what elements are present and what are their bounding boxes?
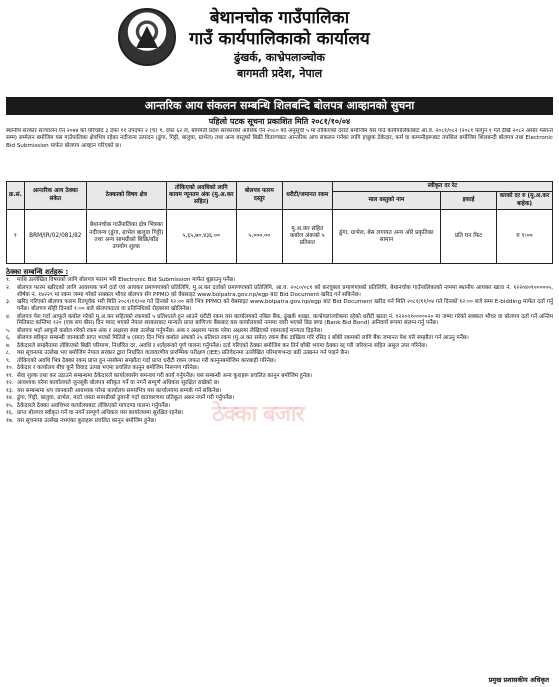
condition-number: १३. <box>6 387 14 394</box>
col-rate-group: स्वीकृत दर रेट <box>332 182 552 192</box>
header <box>6 4 553 96</box>
condition-text: खरिद गरिएको बोलपत्र फारम रितपूर्वक भरी मिति २०८१/११/०४ गते दिनको १२:०० बजे भित्र PPMO को वेबसाइट www.bolpatra.gov.np/egp बाट Bid Document खरिद गर्न मिति २०८१/११/०४ गते दिनको १२:०० बजे सम्म E-bidding मार्फत दर्ता गर्नु पर्नेछ। बोलपत्र सोही दिनको १:०० बजे बोलपत्रदाता वा प्रतिनिधिको रोहबरमा खोलिनेछ। <box>17 299 553 313</box>
signature-title: प्रमुख प्रशासकीय अधिकृत <box>488 676 549 684</box>
condition-item <box>6 299 553 313</box>
col-sn: क्र.सं. <box>7 182 25 210</box>
condition-text: बोलपत्र पेश गर्दा आफूले कबोल गरेको मु.अ.कर सहितको रकमको ५ प्रतिशतले हुन आउने धरौटी रकम यस कार्यालयको नबिल बैंक, ढुंखर्क शाखा, काभ्रेपलाञ्चोकमा रहेको धरौटी खाता नं. १२२०९१०००००२० मा जम्मा गरेको सक्कल भौचर वा बोलपत्र दर्ता गर्ने अन्तिम मितिबाट कम्तिमा १२० (एक सय बीस) दिन म्याद भएको नेपाल सरकारबाट मान्यता प्राप्त बाणिज्य बैंकबाट यस कार्यालयको नाममा जारी भएको बिड बण्ड (Bank Bid Bond) अनिवार्य रूपमा संलग्न गर्नु पर्नेछ। <box>17 313 553 327</box>
condition-number: ५. <box>6 327 11 334</box>
condition-text: यस सूचनामा उल्लेख भए बमोजिम नेपाल सरकार द्वारा निर्धारित वातावरणीय प्रारम्भिक परीक्षण (IEE) प्रतिवेदनमा उल्लेखित परिमाणभन्दा बढी उत्खनन गर्न पाइने छैन। <box>17 350 350 357</box>
col-form-fee: बोलपत्र फारम दस्तुर <box>236 182 282 210</box>
cell-code: BRM/IR/02/081/82 <box>24 210 86 264</box>
condition-text: बोलपत्र फारम खरिदको लागि आवश्यक फर्म दर्ता एवं आयकर प्रमाणपत्रको प्रतिलिपि, मु.अ.कर दर्ताको प्रमाणपत्रको प्रतिलिपि, आ.व. २०८०/०८१ को करचुक्ता प्रमाणपत्रको प्रतिलिपि, बेथानचोक गाउँपालिकाको नाममा स्थानीय आयकर खाता नं. १२२०४०१०००००५, शीर्षक नं. १४२२९ मा रकम जम्मा गरेको सक्कल भौचर बोलपत्र सँग PPMO को वेबसाइट www.bolpatra.gov.np/egp बाट Bid Document खरिद गर्न सकिनेछ। <box>17 284 553 298</box>
col-code: आन्तरिक आय ठेक्का संकेत <box>24 182 86 210</box>
condition-number: ७. <box>6 342 11 349</box>
condition-number: ३. <box>6 299 11 306</box>
col-item: माल वस्तुको नाम <box>332 192 440 210</box>
condition-item <box>6 388 553 395</box>
condition-text: प्राप्त बोलपत्र स्वीकृत गर्ने वा नगर्ने सम्पूर्ण अधिकार यस कार्यालयमा सुरक्षित रहनेछ। <box>17 410 184 417</box>
intro-paragraph: स्थानीय सरकार सञ्चालन ऐन २०७४ को परिच्छेद ३ दफा ११ उपदफा २ (च) १, दफा ६२ ल, बागमती प्रदेश सरकारको आर्थिक ऐन २०८० को अनुसूची ५ मा तोकिएको दररेट बमोजिम यस गाउँ कार्यपालिकाबाट आ.व. २०८१/०८२ (२०८१ फागुन १ गते देखि २०८२ असार मसान्त सम्म) सम्मेलन बमोजिम यस गाउँपालिका क्षेत्रभित्र रहेका नदीजन्य उत्पादन (ढुंगा, गिट्टी, बालुवा, ग्राभेल) तथा अन्य वस्तुको बिक्री वितरणबाट आन्तरिक आय संकलन गर्नका लागि इच्छुक ठेकेदार, फर्म वा कम्पनीहरूबाट तपसिल बमोजिम शिलबन्दी बोलपत्र तथा Electronic Bid Submission मार्फत बोलपत्र आव्हान गरिएको छ। <box>6 128 553 149</box>
condition-item <box>6 343 553 350</box>
tender-table <box>6 181 553 264</box>
cell-deposit: मु.अ.कर सहित कबोल अंकको ५ प्रतिशत <box>282 210 332 264</box>
condition-number: १. <box>6 277 11 284</box>
condition-text: सेवा शुल्क तथा कर उठाउने सम्बन्धमा ठेकेदारले कार्यालयसँग समन्वय गरी कार्य गर्नुपर्नेछ। यस सम्बन्धी अन्य कुराहरू प्रचलित कानून बमोजिम हुनेछ। <box>17 372 313 379</box>
publication-date: पहिलो पटक सूचना प्रकाशित मिति २०८१/१०/०४ <box>208 117 351 126</box>
col-work: ठेक्काको विषय क्षेत्र <box>86 182 166 210</box>
condition-text: यस सम्बन्धमा थप जानकारी आवश्यक परेमा कार्यालय समयभित्र यस कार्यालयमा सम्पर्क गर्न सकिनेछ। <box>17 387 222 394</box>
col-tax: करको दर रु (मु.अ.कर बाहेक) <box>497 192 553 210</box>
condition-item <box>6 365 553 372</box>
condition-text: तोकिएको अवधि भित्र ठेक्का रकम प्राप्त हुन नसकेमा सम्झौता गर्दा प्राप्त धरौटी रकम जफत गरी कानूनबमोजिम कारबाही गरिनेछ। <box>17 357 276 364</box>
condition-number: ९. <box>6 357 11 364</box>
office-name: गाउँ कार्यपालिकाको कार्यालय <box>189 29 370 49</box>
condition-item <box>6 335 553 342</box>
condition-item <box>6 380 553 387</box>
cell-tax: रु ९।०० <box>497 210 553 264</box>
col-min-amount: तोकिएको अवधिको लागि कायम न्यूनतम अंक (मु.अ.कर सहित) <box>166 182 236 210</box>
cell-item: ढुंगा, ग्राभेल, बेस लगायत अन्य ओरे प्रकृतिका सामान <box>332 210 440 264</box>
condition-number: १७. <box>6 417 14 424</box>
office-address: ढुंखर्क, काभ्रेपलाञ्चोक <box>234 51 325 64</box>
watermark-logo: ठेक्का बजार <box>212 402 304 427</box>
cell-sn: १ <box>7 210 25 264</box>
cell-unit: प्रति घन फिट <box>441 210 497 264</box>
municipality-name: बेथानचोक गाउँपालिका <box>209 8 350 28</box>
condition-item <box>6 285 553 299</box>
condition-item <box>6 350 553 357</box>
col-deposit: धरौटी/जमानत रकम <box>282 182 332 210</box>
condition-item <box>6 328 553 335</box>
condition-text: माथि उल्लेखित विषयको लागि बोलपत्र फारम भरि Electronic Bid Submission मार्फत बुझाउनु पर्नेछ। <box>17 277 236 284</box>
condition-text: यस सूचनामा उल्लेख नभएका कुराहरू प्रचलित कानून बमोजिम हुनेछ। <box>17 417 157 424</box>
cell-work: बेथानचोक गाउँपालिका क्षेत्र भित्रका नदीजन्य (ढुंगा, ग्राभेल बालुवा गिट्टी) तथा अन्य सामग्रीको बिक्रि/बाँड उपयोग शुल्क <box>86 210 166 264</box>
condition-number: १५. <box>6 402 14 409</box>
nepal-emblem-icon <box>118 8 176 66</box>
condition-text: ढुंगा, गिट्टी, बालुवा, ग्राभेल, माटो जस्ता सामग्रीको ढुवानी गर्दा वातावरणमा प्रतिकूल असर नपर्ने गरी गर्नुपर्नेछ। <box>17 395 235 402</box>
condition-number: ११. <box>6 372 14 379</box>
province-name: बागमती प्रदेश, नेपाल <box>236 67 323 80</box>
condition-item <box>6 314 553 328</box>
notice-title: आन्तरिक आय संकलन सम्बन्धि शिलबन्दि बोलपत्र आव्हानको सुचना <box>6 97 553 115</box>
condition-text: ठेकेदार र कार्यालय बीच कुनै विवाद उत्पन्न भएमा प्रचलित कानून बमोजिम निरूपण गरिनेछ। <box>17 365 199 372</box>
condition-number: १६. <box>6 410 14 417</box>
cell-form-fee: ५,०००.०० <box>236 210 282 264</box>
condition-number: १२. <box>6 380 14 387</box>
condition-text: ठेकेदारले सम्झौतामा तोकिएको बिक्री परिमाण, निर्धारित दर, अवधि र शर्तहरूको पूर्ण पालना गर्नुपर्नेछ। दर्ता गरिएको ठेक्का बमोजिम कर तिर्न बाँकी भएमा ठेक्का रद्द गरी जरिवाना सहित असुल उपर गरिनेछ। <box>17 342 428 349</box>
condition-text: बोलपत्र भर्दा आफूले कबोल गरेको रकम अंक र अक्षरमा स्पष्ट उल्लेख गर्नुपर्नेछ। अंक र अक्षरमा फरक परेमा अक्षरमा लेखिएको रकमलाई मान्यता दिइनेछ। <box>17 327 323 334</box>
condition-text: आवश्यक परेमा कार्यालयले जुनसुकै बोलपत्र स्वीकृत गर्ने वा नगर्ने सम्पूर्ण अधिकार सुरक्षित राखेको छ। <box>17 380 220 387</box>
condition-number: ६. <box>6 335 11 342</box>
col-unit: इकाई <box>441 192 497 210</box>
cell-min-amount: ५,६५,७०,४३६.०० <box>166 210 236 264</box>
condition-item <box>6 277 553 284</box>
table-row <box>7 210 553 264</box>
condition-number: २. <box>6 284 11 291</box>
condition-number: ४. <box>6 313 11 320</box>
condition-text: ठेकेदारले ठेक्का अवधिभर कार्यालयबाट तोकिएको मापदण्ड पालना गर्नुपर्नेछ। <box>17 402 171 409</box>
condition-text: बोलपत्र स्वीकृत सम्बन्धी जानकारी प्राप्त भएको मितिले ७ (सात) दिन भित्र कबोल अंकको २५ प्रतिशत रकम (मु.अ.कर समेत) रकम बैंक दाखिला गरि रसिद र बाँकी रकमको लागि बैंक जमानत पेश गरी सम्झौता गर्न आउनु पर्नेछ। <box>17 335 469 342</box>
condition-number: १४. <box>6 395 14 402</box>
conditions-title: ठेक्का सम्बन्धि शर्तहरू : <box>6 268 69 277</box>
condition-item <box>6 373 553 380</box>
condition-number: ८. <box>6 350 11 357</box>
condition-number: १०. <box>6 365 14 372</box>
condition-item <box>6 358 553 365</box>
